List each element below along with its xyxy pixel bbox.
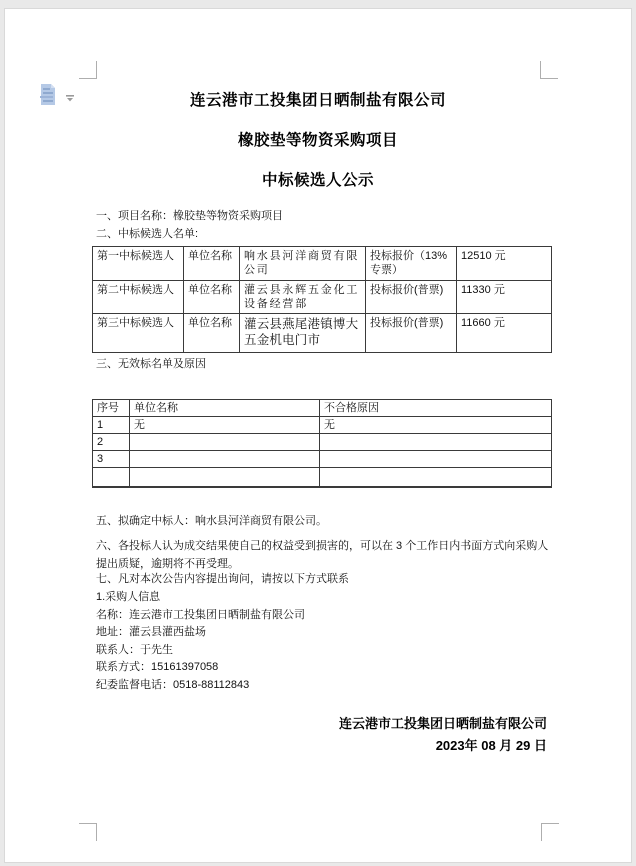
candidate-rank: 第一中标候选人 [93, 247, 184, 281]
candidate-company: 灌云县永辉五金化工设备经营部 [240, 281, 366, 314]
table-row [93, 434, 552, 451]
signature-date: 2023年 08 月 29 日 [435, 738, 547, 753]
section-objection-notice: 六、各投标人认为成交结果使自己的权益受到损害的，可以在 3 个工作日内书面方式向采购人提出质疑，逾期将不再受理。 [96, 540, 549, 570]
purchaser-contact-person: 联系人：于先生 [96, 643, 173, 656]
bid-price-value: 11330 元 [457, 281, 552, 314]
row-index: 2 [93, 434, 130, 451]
candidate-company: 响水县河洋商贸有限公司 [240, 247, 366, 281]
row-index: 3 [93, 451, 130, 468]
signature-company: 连云港市工投集团日晒制盐有限公司 [338, 716, 547, 731]
document-page [4, 8, 632, 863]
unit-name [130, 468, 320, 487]
purchaser-info-block [96, 589, 305, 695]
col-header-unit: 单位名称 [130, 400, 320, 417]
reason: 无 [320, 417, 552, 434]
unit-name-label: 单位名称 [184, 247, 240, 281]
table-row [93, 281, 552, 314]
bid-price-label: 投标报价(普票) [366, 281, 457, 314]
table-row [93, 451, 552, 468]
text-boundary-mark-top-right [540, 61, 558, 79]
signature-block [339, 713, 547, 757]
purchaser-contact-phone: 联系方式：15161397058 [96, 661, 219, 674]
bid-price-value: 12510 元 [457, 247, 552, 281]
bid-price-value: 11660 元 [457, 314, 552, 353]
section-candidates-heading: 二、中标候选人名单: [96, 228, 199, 240]
unit-name [130, 434, 320, 451]
purchaser-info-heading: 1.采购人信息 [96, 591, 161, 603]
section-confirmed-winner: 五、拟确定中标人：响水县河洋商贸有限公司。 [96, 515, 327, 527]
reason [320, 451, 552, 468]
candidates-table [92, 246, 552, 353]
table-row [93, 247, 552, 281]
candidate-rank: 第二中标候选人 [93, 281, 184, 314]
section-invalid-bids-heading: 三、无效标名单及原因 [96, 358, 206, 370]
candidate-company: 灌云县燕尾港镇博大五金机电门市 [240, 314, 366, 353]
document-title-project: 橡胶垫等物资采购项目 [237, 132, 398, 149]
document-title-company: 连云港市工投集团日晒制盐有限公司 [189, 92, 446, 109]
purchaser-supervise-phone: 纪委监督电话：0518-88112843 [96, 678, 250, 691]
invalid-bids-table [92, 399, 552, 488]
text-boundary-mark-bottom-left [79, 823, 97, 841]
bid-price-label: 投标报价(普票) [366, 314, 457, 353]
unit-name-label: 单位名称 [184, 314, 240, 353]
candidate-rank: 第三中标候选人 [93, 314, 184, 353]
text-boundary-mark-bottom-right [541, 823, 559, 841]
row-index [93, 468, 130, 487]
document-title-announcement: 中标候选人公示 [261, 172, 374, 189]
unit-name [130, 451, 320, 468]
reason [320, 468, 552, 487]
text-boundary-mark-top-left [79, 61, 97, 79]
purchaser-name: 名称：连云港市工投集团日晒制盐有限公司 [96, 608, 305, 621]
section-project-name: 一、项目名称：橡胶垫等物资采购项目 [96, 210, 283, 222]
purchaser-address: 地址：灌云县灌西盐场 [96, 626, 206, 639]
section-inquiry-contact: 七、凡对本次公告内容提出询问，请按以下方式联系 [96, 573, 349, 585]
unit-name: 无 [130, 417, 320, 434]
table-row [93, 417, 552, 434]
table-row [93, 468, 552, 487]
table-row [93, 314, 552, 353]
col-header-reason: 不合格原因 [320, 400, 552, 417]
row-index: 1 [93, 417, 130, 434]
unit-name-label: 单位名称 [184, 281, 240, 314]
col-header-index: 序号 [93, 400, 130, 417]
table-header-row [93, 400, 552, 417]
bid-price-label: 投标报价（13%专票） [366, 247, 457, 281]
reason [320, 434, 552, 451]
